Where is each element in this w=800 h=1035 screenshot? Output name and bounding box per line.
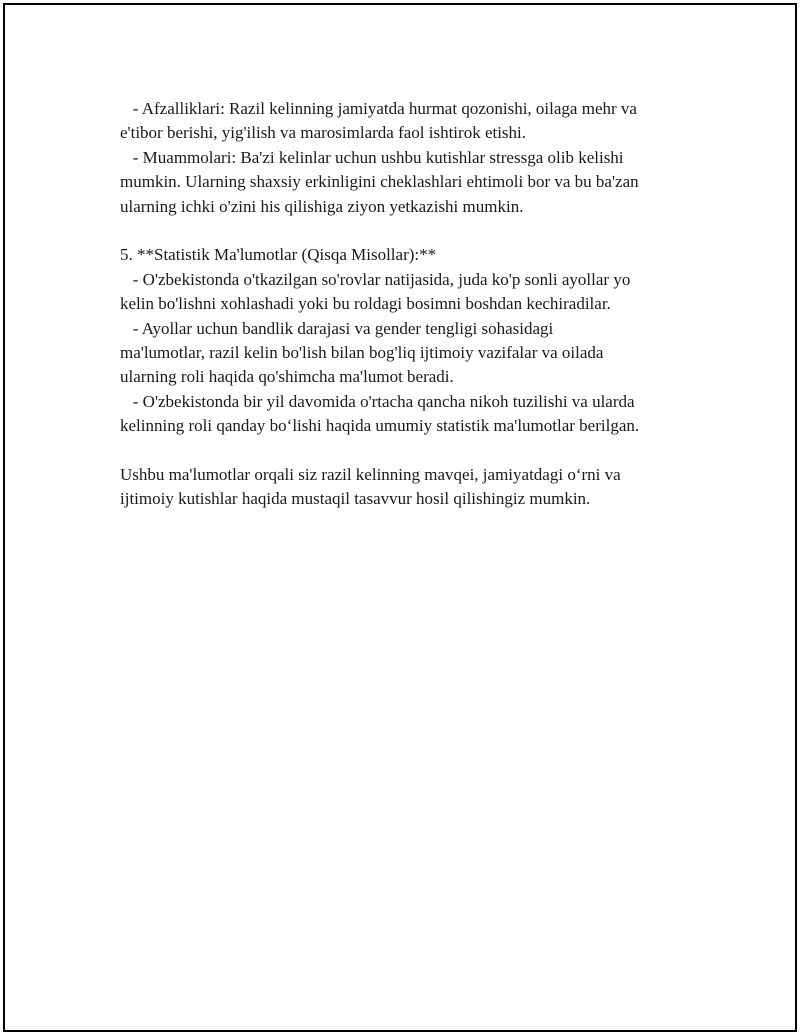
paragraph-conclusion — [120, 463, 720, 512]
paragraph-afzalliklari-muammolari — [120, 97, 720, 219]
text-line: Ushbu ma'lumotlar orqali siz razil kelinning mavqei, jamiyatdagi o‘rni va — [120, 465, 621, 485]
paragraph-spacer — [120, 219, 720, 243]
text-line: - Ayollar uchun bandlik darajasi va gender tengligi sohasidagi — [120, 318, 554, 338]
section-heading: 5. **Statistik Ma'lumotlar (Qisqa Misollar):** — [120, 245, 437, 265]
text-line: kelinning roli qanday bo‘lishi haqida umumiy statistik ma'lumotlar berilgan. — [120, 416, 640, 436]
text-line: ularning ichki o'zini his qilishiga ziyon yetkazishi mumkin. — [120, 196, 524, 216]
text-line: - Muammolari: Ba'zi kelinlar uchun ushbu kutishlar stressga olib kelishi — [120, 147, 624, 167]
text-line: - Afzalliklari: Razil kelinning jamiyatda hurmat qozonishi, oilaga mehr va — [120, 99, 637, 118]
text-line: ularning roli haqida qo'shimcha ma'lumot beradi. — [120, 367, 454, 387]
text-line: e'tibor berishi, yig'ilish va marosimlarda faol ishtirok etishi. — [120, 123, 527, 143]
page-frame — [3, 3, 797, 1032]
text-line: - O'zbekistonda bir yil davomida o'rtacha qancha nikoh tuzilishi va ularda — [120, 391, 635, 411]
paragraph-spacer — [120, 439, 720, 463]
text-line: ma'lumotlar, razil kelin bo'lish bilan bog'liq ijtimoiy vazifalar va oilada — [120, 343, 604, 363]
document-body — [120, 97, 720, 512]
text-line: mumkin. Ularning shaxsiy erkinligini cheklashlari ehtimoli bor va bu ba'zan — [120, 172, 639, 192]
text-line: - O'zbekistonda o'tkazilgan so'rovlar natijasida, juda ko'p sonli ayollar yo — [120, 269, 631, 289]
text-line: kelin bo'lishni xohlashadi yoki bu roldagi bosimni boshdan kechiradilar. — [120, 294, 611, 314]
paragraph-statistik-malumotlar — [120, 243, 720, 438]
text-line: ijtimoiy kutishlar haqida mustaqil tasavvur hosil qilishingiz mumkin. — [120, 489, 591, 509]
